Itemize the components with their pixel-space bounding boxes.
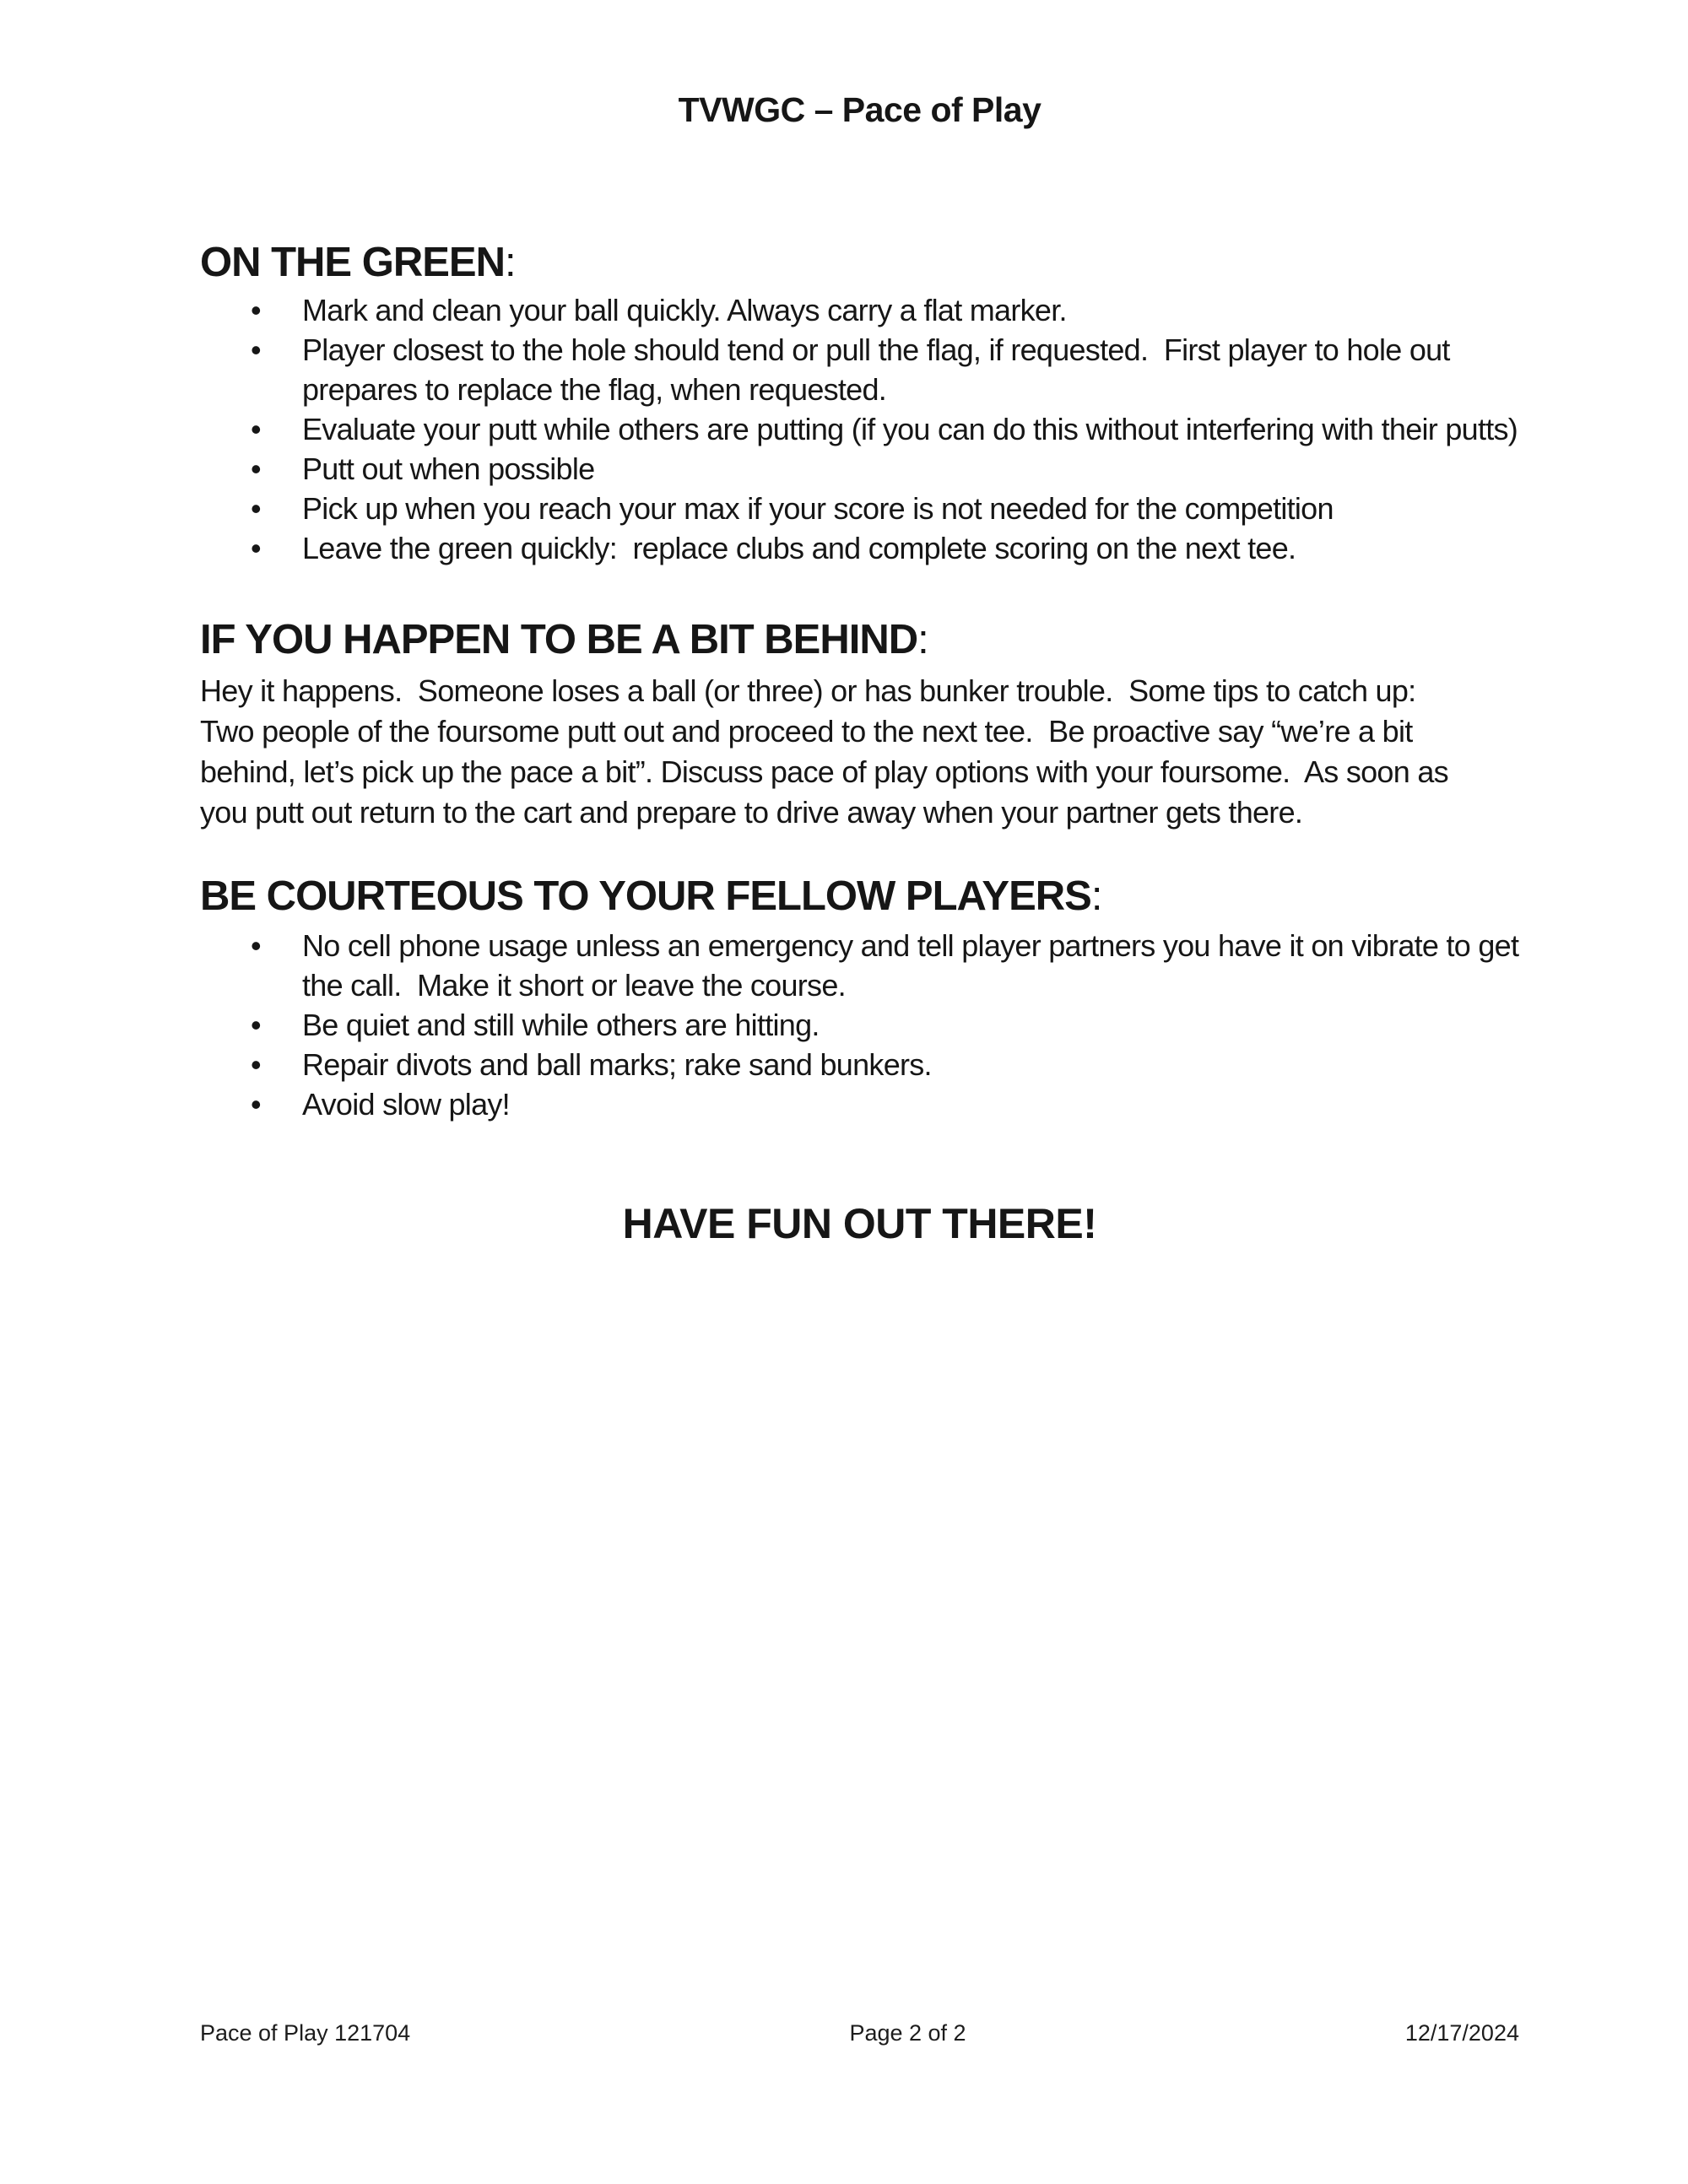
footer-page-number: Page 2 of 2 — [849, 2020, 966, 2046]
page-footer — [200, 2019, 1519, 2047]
heading-colon: : — [504, 240, 517, 285]
heading-colon: : — [1090, 873, 1103, 919]
footer-doc-id: Pace of Play 121704 — [200, 2020, 411, 2046]
bullet-item: • Repair divots and ball marks; rake sand bunkers. — [200, 1045, 1519, 1084]
closing-line: HAVE FUN OUT THERE! — [622, 1200, 1097, 1247]
bullet-item: • Avoid slow play! — [200, 1084, 1519, 1124]
section-a-bit-behind — [200, 615, 1519, 833]
bullet-item: • No cell phone usage unless an emergency and tell player partners you have it on vibrate to get the call. Make it short or leave the course. — [200, 926, 1519, 1005]
section-paragraph: Hey it happens. Someone loses a ball (or three) or has bunker trouble. Some tips to catch up: Two people of the foursome putt out and proceed to the next tee. Be proactive say “we’re a bit behind, let’s pick up the pace a bit”. Discuss pace of play options with your foursome. As soon as you putt out return to the cart and prepare to drive away when your partner gets there. — [200, 673, 1457, 830]
section-be-courteous — [200, 872, 1527, 1124]
heading-colon: : — [917, 617, 929, 662]
heading-text: IF YOU HAPPEN TO BE A BIT BEHIND — [200, 617, 918, 662]
section-heading-a-bit-behind — [200, 615, 1519, 664]
bullet-list-on-the-green — [200, 290, 1519, 568]
bullet-item: • Player closest to the hole should tend or pull the flag, if requested. First player to hole out prepares to replace the flag, when requested. — [200, 330, 1519, 409]
section-heading-on-the-green — [200, 238, 1519, 287]
bullet-item: • Be quiet and still while others are hitting. — [200, 1005, 1519, 1045]
section-heading-be-courteous — [200, 872, 1519, 921]
bullet-item: • Leave the green quickly: replace clubs and complete scoring on the next tee. — [200, 528, 1519, 568]
footer-date: 12/17/2024 — [1404, 2020, 1519, 2046]
bullet-item: • Pick up when you reach your max if your score is not needed for the competition — [200, 489, 1519, 528]
bullet-list-be-courteous — [200, 926, 1527, 1124]
heading-text: ON THE GREEN — [200, 240, 505, 285]
heading-text: BE COURTEOUS TO YOUR FELLOW PLAYERS — [200, 873, 1091, 919]
section-on-the-green — [200, 238, 1519, 568]
bullet-item: • Mark and clean your ball quickly. Always carry a flat marker. — [200, 290, 1519, 330]
bullet-item: • Evaluate your putt while others are putting (if you can do this without interfering with their putts) — [200, 409, 1519, 449]
bullet-item: • Putt out when possible — [200, 449, 1519, 489]
page-title: TVWGC – Pace of Play — [678, 90, 1041, 129]
